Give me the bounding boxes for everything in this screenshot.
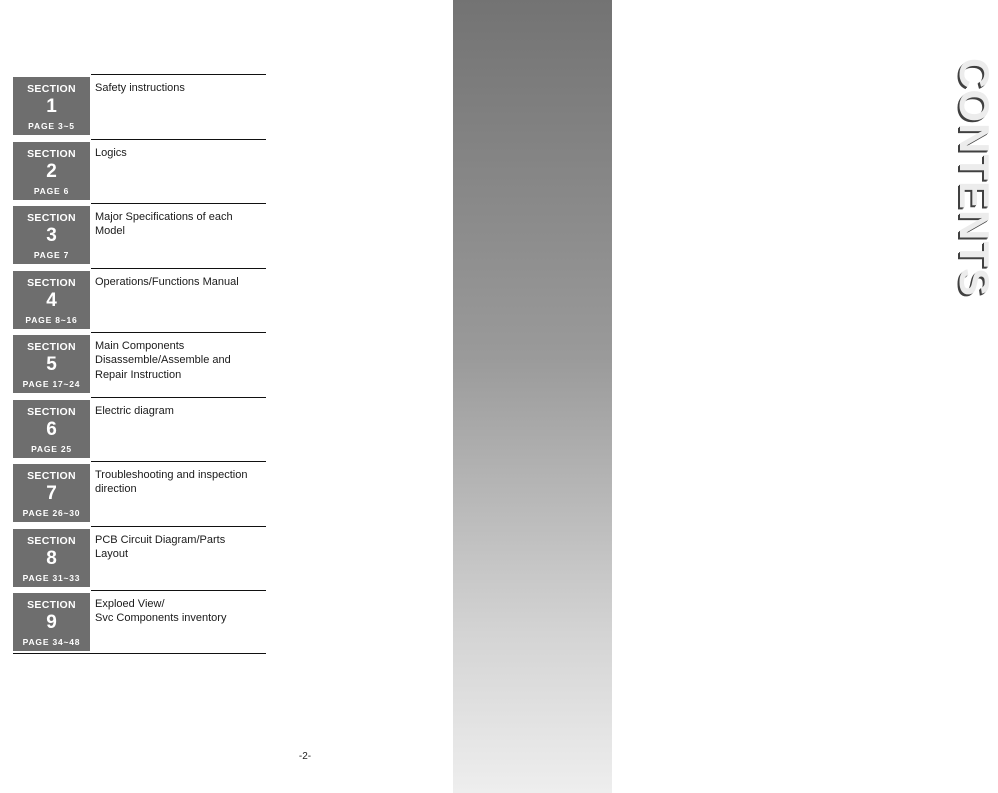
row-divider: [91, 74, 266, 75]
section-title[interactable]: Electric diagram: [95, 404, 174, 417]
section-page-range: PAGE 25: [31, 443, 72, 454]
section-badge: [13, 142, 90, 200]
section-number: 5: [46, 354, 57, 375]
section-title[interactable]: Logics: [95, 146, 127, 159]
section-number: 4: [46, 289, 57, 311]
toc-row-section-7[interactable]: [13, 461, 266, 526]
toc-row-section-6[interactable]: [13, 397, 266, 462]
section-label: SECTION: [27, 83, 76, 95]
section-page-range: PAGE 31~33: [22, 572, 81, 583]
section-page-range: PAGE 34~48: [22, 637, 81, 647]
section-badge: [13, 464, 90, 522]
toc-row-section-5[interactable]: [13, 332, 266, 397]
section-badge: [13, 593, 90, 651]
section-badge: [13, 335, 90, 393]
section-badge: [13, 206, 90, 264]
toc-row-section-1[interactable]: [13, 74, 266, 139]
row-divider: [91, 590, 266, 591]
section-number: 9: [46, 612, 57, 633]
section-title[interactable]: Troubleshooting and inspection direction: [95, 469, 248, 496]
toc-row-section-9[interactable]: [13, 590, 266, 655]
section-badge: [13, 400, 90, 458]
section-page-range: PAGE 3~5: [28, 121, 75, 131]
section-number: 1: [46, 96, 57, 117]
section-page-range: PAGE 26~30: [22, 508, 81, 518]
section-label: SECTION: [27, 534, 76, 547]
section-number: 8: [46, 547, 57, 569]
section-page-range: PAGE 8~16: [25, 314, 78, 325]
row-divider: [91, 526, 266, 527]
toc-row-section-8[interactable]: [13, 526, 266, 591]
toc-row-section-4[interactable]: [13, 268, 266, 333]
section-number: 6: [46, 418, 57, 440]
section-label: SECTION: [27, 276, 76, 289]
row-divider: [91, 139, 266, 140]
toc-bottom-rule: [13, 653, 266, 654]
section-label: SECTION: [27, 341, 76, 353]
toc-row-section-3[interactable]: [13, 203, 266, 268]
section-number: 7: [46, 483, 57, 504]
row-divider: [91, 332, 266, 333]
row-divider: [91, 461, 266, 462]
contents-side-panel: [453, 0, 998, 793]
section-title[interactable]: Operations/Functions Manual: [95, 275, 239, 288]
section-label: SECTION: [27, 405, 76, 418]
section-title[interactable]: Safety instructions: [95, 82, 185, 94]
toc-row-section-2[interactable]: [13, 139, 266, 204]
section-title[interactable]: Major Specifications of each Model: [95, 211, 233, 238]
section-page-range: PAGE 17~24: [22, 379, 81, 389]
table-of-contents: [13, 74, 266, 655]
section-label: SECTION: [27, 147, 76, 160]
section-title[interactable]: PCB Circuit Diagram/Parts Layout: [95, 533, 226, 560]
section-title[interactable]: Exploed View/ Svc Components inventory: [95, 598, 227, 625]
section-number: 3: [46, 225, 57, 246]
section-label: SECTION: [27, 599, 76, 611]
section-page-range: PAGE 6: [33, 185, 70, 196]
contents-title: CONTENTS: [951, 58, 998, 297]
row-divider: [91, 268, 266, 269]
section-badge: [13, 77, 90, 135]
section-number: 2: [46, 160, 57, 182]
section-badge: [13, 529, 90, 587]
section-label: SECTION: [27, 470, 76, 482]
section-page-range: PAGE 7: [33, 250, 70, 260]
section-title[interactable]: Main Components Disassemble/Assemble and Repair Instruction: [95, 340, 231, 381]
section-badge: [13, 271, 90, 329]
row-divider: [91, 203, 266, 204]
section-label: SECTION: [27, 212, 76, 224]
page-number: -2-: [298, 751, 312, 762]
row-divider: [91, 397, 266, 398]
